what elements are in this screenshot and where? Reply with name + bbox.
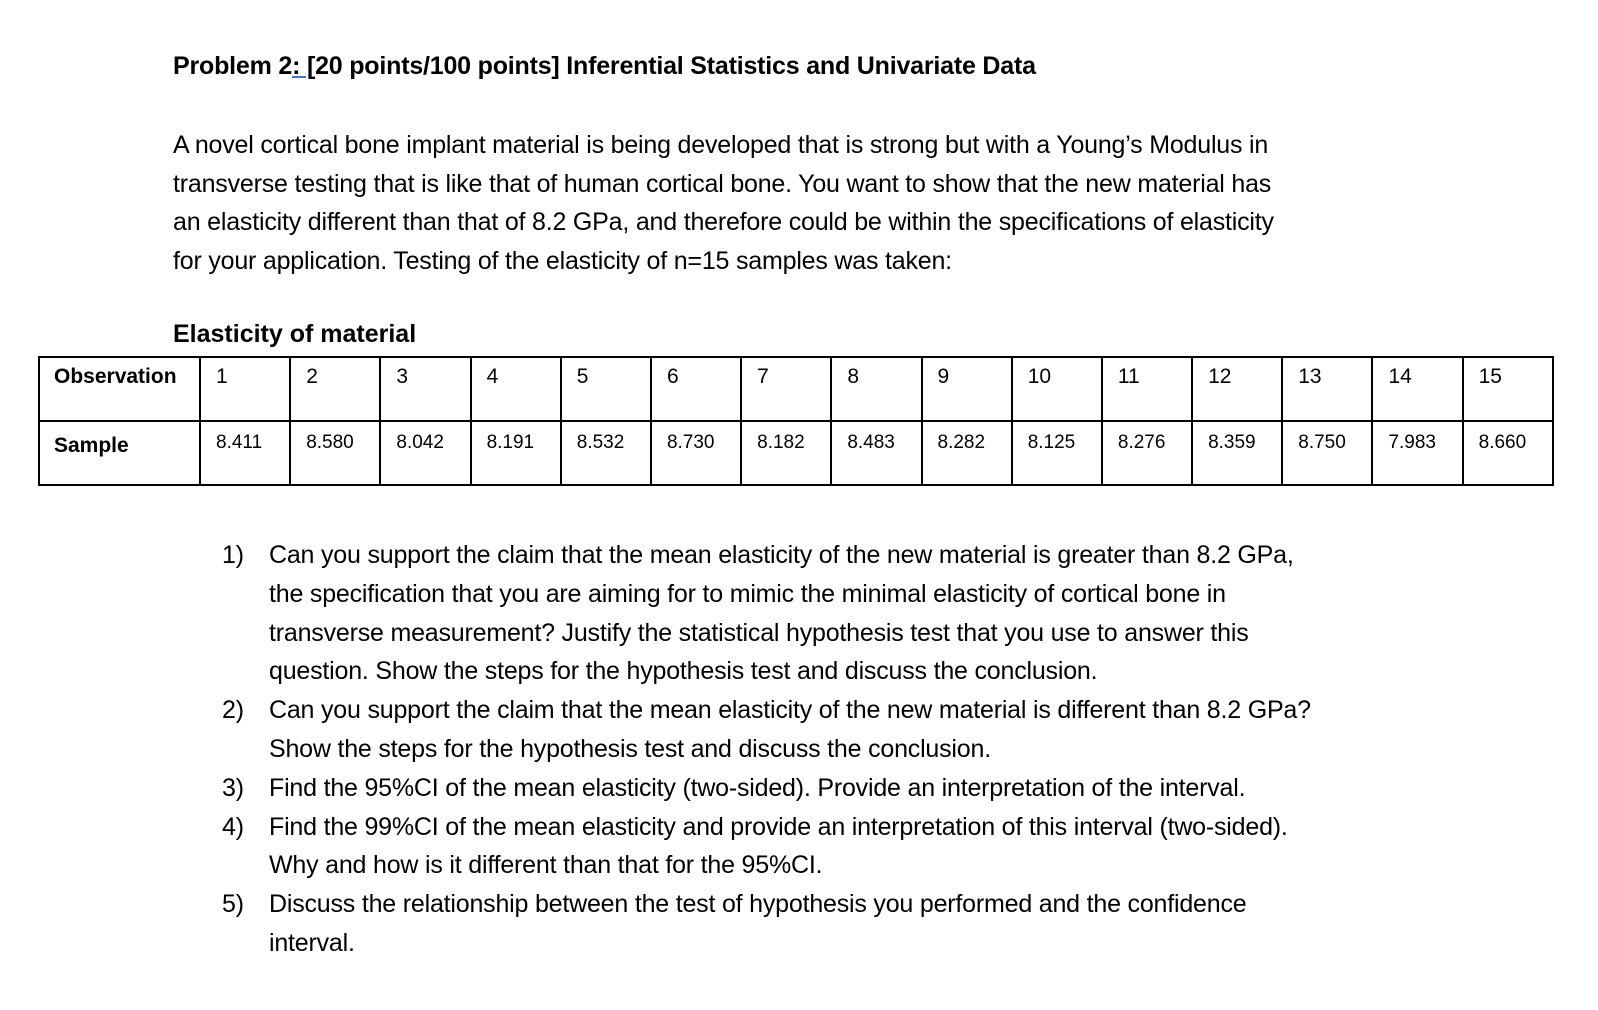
sample-cell: 8.042 bbox=[380, 421, 470, 485]
sample-cell: 8.660 bbox=[1463, 421, 1553, 485]
intro-line: transverse testing that is like that of human cortical bone. You want to show that the new material has bbox=[173, 169, 1272, 198]
question-line: Find the 99%CI of the mean elasticity and provide an interpretation of this interval (two-sided). bbox=[269, 812, 1288, 841]
intro-line: A novel cortical bone implant material is being developed that is strong but with a Young’s Modulus in bbox=[173, 131, 1269, 159]
question-line: Why and how is it different than that for the 95%CI. bbox=[269, 851, 823, 880]
sample-cell: 8.282 bbox=[922, 421, 1012, 485]
question-list bbox=[222, 536, 1462, 963]
observation-cell: 9 bbox=[922, 357, 1012, 421]
question-number: 4) bbox=[222, 812, 244, 841]
observation-cell: 14 bbox=[1372, 357, 1462, 421]
intro-line: for your application. Testing of the elasticity of n=15 samples was taken: bbox=[173, 246, 952, 275]
observation-cell: 10 bbox=[1012, 357, 1102, 421]
sample-cell: 8.182 bbox=[741, 421, 831, 485]
sample-cell: 8.750 bbox=[1282, 421, 1372, 485]
observation-cell: 8 bbox=[831, 357, 921, 421]
question-item bbox=[222, 691, 1462, 769]
observation-cell: 1 bbox=[200, 357, 290, 421]
observation-header: Observation bbox=[39, 357, 200, 421]
question-text bbox=[269, 691, 1462, 769]
sample-cell: 8.532 bbox=[561, 421, 651, 485]
observation-cell: 11 bbox=[1102, 357, 1192, 421]
table-title: Elasticity of material bbox=[173, 320, 417, 348]
question-number: 1) bbox=[222, 541, 244, 569]
observation-cell: 12 bbox=[1192, 357, 1282, 421]
sample-header: Sample bbox=[39, 421, 200, 485]
title-underlined: : [ bbox=[292, 52, 316, 80]
question-text bbox=[269, 885, 1462, 963]
question-line: Show the steps for the hypothesis test and discuss the conclusion. bbox=[269, 734, 991, 763]
observation-row bbox=[39, 357, 1553, 421]
sample-cell: 8.191 bbox=[471, 421, 561, 485]
question-number: 3) bbox=[222, 773, 244, 802]
question-text bbox=[269, 808, 1462, 886]
sample-cell: 8.411 bbox=[200, 421, 290, 485]
observation-cell: 13 bbox=[1282, 357, 1372, 421]
sample-cell: 8.580 bbox=[290, 421, 380, 485]
title-prefix: Problem 2 bbox=[173, 52, 293, 80]
question-number: 2) bbox=[222, 696, 244, 725]
observation-cell: 7 bbox=[741, 357, 831, 421]
observation-cell: 2 bbox=[290, 357, 380, 421]
question-text bbox=[269, 769, 1462, 808]
question-item bbox=[222, 536, 1462, 691]
question-item bbox=[222, 885, 1462, 963]
sample-row bbox=[39, 421, 1553, 485]
question-item bbox=[222, 808, 1462, 886]
question-line: Discuss the relationship between the test of hypothesis you performed and the confidence bbox=[269, 890, 1247, 919]
title-suffix: 20 points/100 points] Inferential Statistics and Univariate Data bbox=[315, 52, 1036, 80]
observation-cell: 6 bbox=[651, 357, 741, 421]
sample-cell: 8.483 bbox=[831, 421, 921, 485]
intro-line: an elasticity different than that of 8.2 GPa, and therefore could be within the specifications of elasticity bbox=[173, 208, 1274, 236]
question-line: question. Show the steps for the hypothesis test and discuss the conclusion. bbox=[269, 657, 1098, 686]
question-number: 5) bbox=[222, 890, 244, 919]
question-line: Can you support the claim that the mean elasticity of the new material is greater than 8.2 GPa, bbox=[269, 541, 1294, 569]
sample-cell: 8.276 bbox=[1102, 421, 1192, 485]
question-line: Can you support the claim that the mean elasticity of the new material is different than 8.2 GPa? bbox=[269, 696, 1311, 725]
observation-cell: 15 bbox=[1463, 357, 1553, 421]
observation-cell: 4 bbox=[471, 357, 561, 421]
problem-title bbox=[173, 52, 1036, 81]
question-line: the specification that you are aiming for to mimic the minimal elasticity of cortical bone in bbox=[269, 579, 1226, 608]
question-text bbox=[269, 536, 1462, 691]
question-line: Find the 95%CI of the mean elasticity (two-sided). Provide an interpretation of the interval. bbox=[269, 773, 1246, 802]
sample-cell: 8.359 bbox=[1192, 421, 1282, 485]
observation-cell: 5 bbox=[561, 357, 651, 421]
question-line: transverse measurement? Justify the statistical hypothesis test that you use to answer this bbox=[269, 618, 1249, 647]
question-item bbox=[222, 769, 1462, 808]
sample-cell: 7.983 bbox=[1372, 421, 1462, 485]
intro-paragraph bbox=[173, 126, 1433, 280]
sample-cell: 8.125 bbox=[1012, 421, 1102, 485]
question-line: interval. bbox=[269, 928, 355, 957]
elasticity-table bbox=[38, 356, 1554, 486]
sample-cell: 8.730 bbox=[651, 421, 741, 485]
observation-cell: 3 bbox=[380, 357, 470, 421]
